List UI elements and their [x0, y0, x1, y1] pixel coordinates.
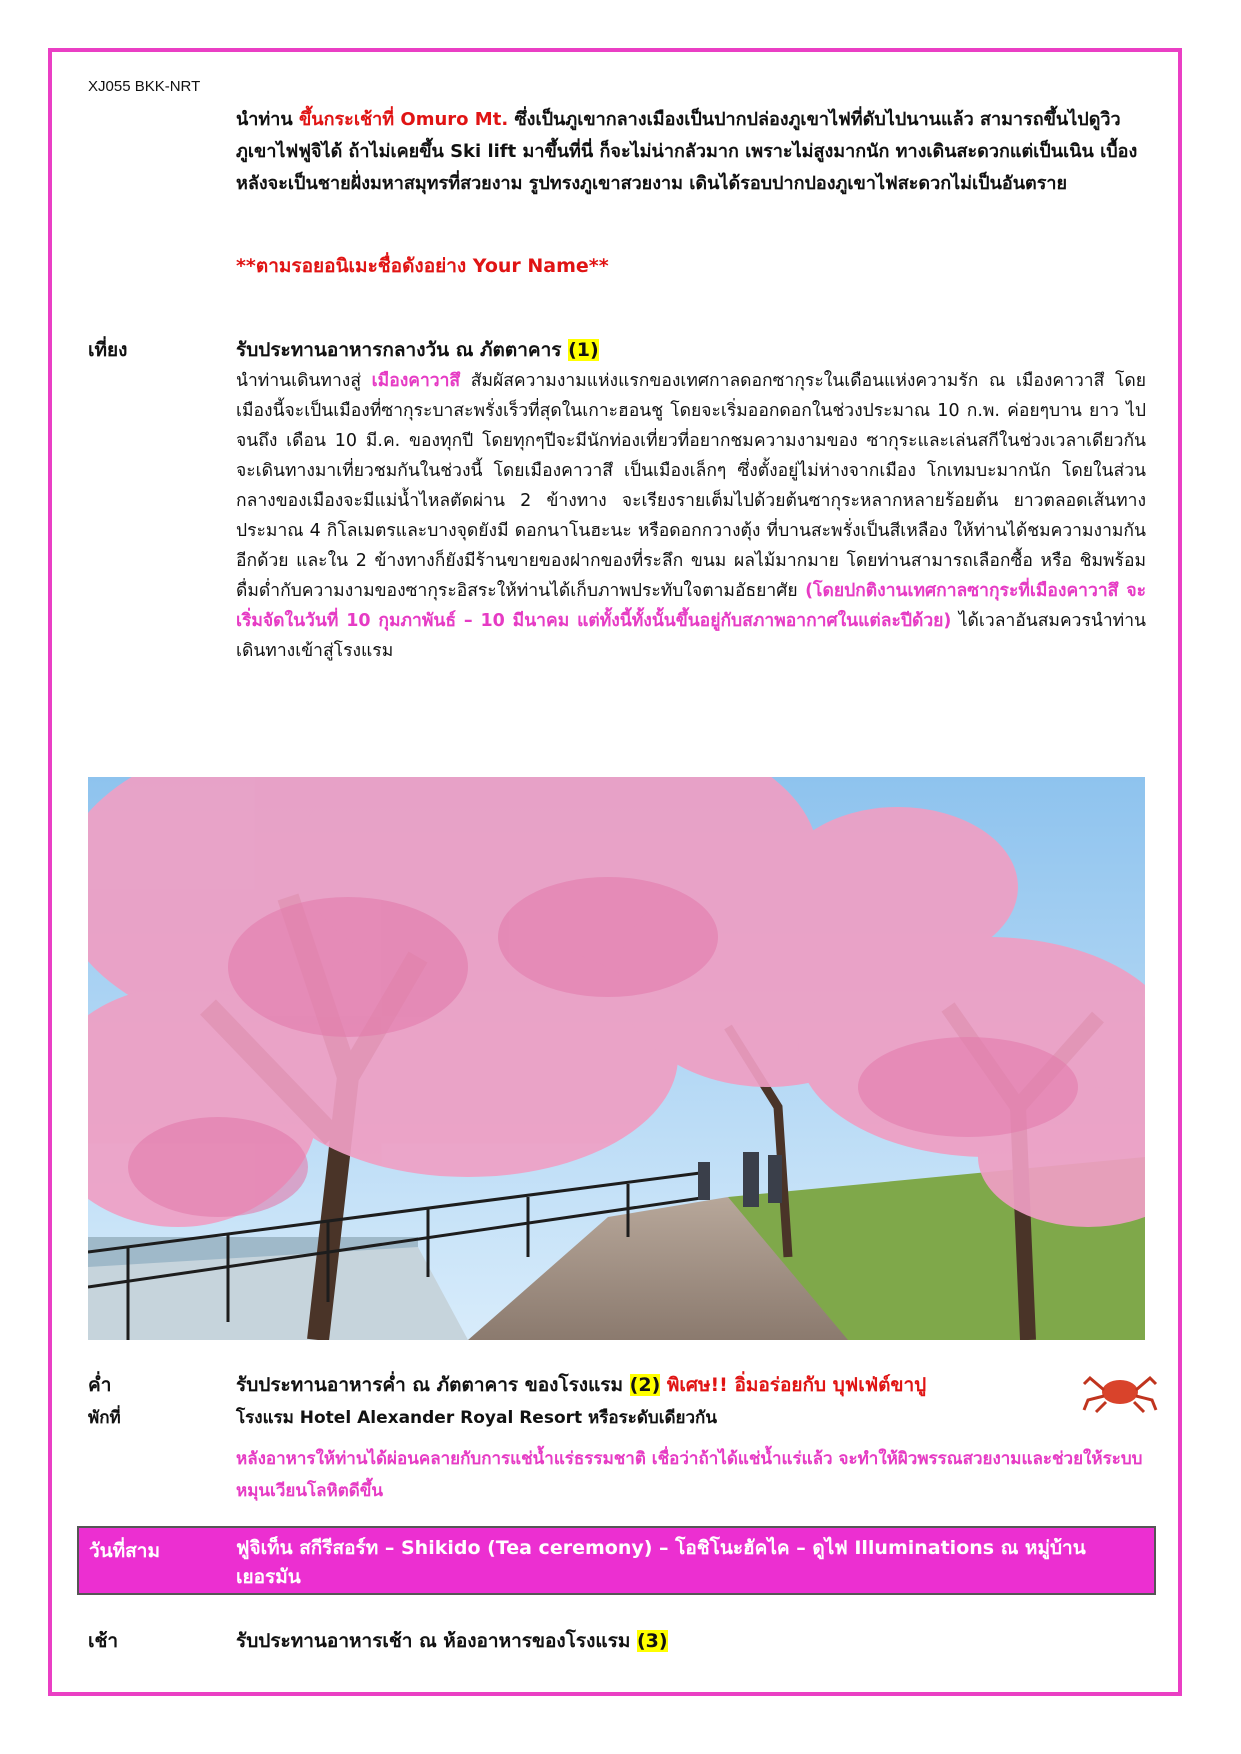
dinner-special: พิเศษ!! อิ่มอร่อยกับ บุฟเฟ่ต์ขาปู [666, 1374, 927, 1396]
lunch-meal-number: (1) [568, 339, 599, 361]
intro-text: ซึ่งเป็นภูเขากลางเมืองเป็นปากปล่องภูเขาไฟที่ดับไปนานแล้ว สามารถขึ้นไปดูวิวภูเขาไฟฟูจิได้ ถ้าไม่เคยขึ้น Ski lift มาขึ้นที่นี่ ก็จะไม่น่ากลัวมาก เพราะไม่สูงมากนัก ทางเดินสะดวกแต่เป็นเนิน เบื้องหลังจะเป็นชายฝั่งมหาสมุทรที่สวยงาม รูปทรงภูเขาสวยงาม เดินได้รอบปากปองภูเขาไฟสะดวกไม่เป็นอันตราย [236, 109, 1138, 194]
doc-code: XJ055 BKK-NRT [88, 78, 201, 95]
breakfast-heading [236, 1626, 1146, 1656]
day3-band [77, 1526, 1156, 1595]
dinner-meal-number: (2) [629, 1374, 661, 1396]
kawazu-place: เมืองคาวาสึ [371, 371, 461, 391]
intro-place: ขึ้นกระเช้าที่ Omuro Mt. [298, 109, 509, 130]
lunch-heading [236, 335, 1146, 365]
dinner-label: ค่ำ [88, 1374, 112, 1396]
intro-paragraph [236, 104, 1146, 200]
day3-title: ฟูจิเท็น สกีรีสอร์ท – Shikido (Tea ceremony) – โอชิโนะฮัคไค – ดูไฟ Illuminations ณ หมู่บ้านเยอรมัน [236, 1537, 1086, 1588]
anime-note: **ตามรอยอนิเมะชื่อดังอย่าง Your Name** [236, 255, 609, 277]
intro-lead: นำท่าน [236, 109, 299, 130]
hotel-name: โรงแรม Hotel Alexander Royal Resort หรือระดับเดียวกัน [236, 1408, 717, 1428]
kawazu-text: สัมผัสความงามแห่งแรกของเทศกาลดอกซากุระในเดือนแห่งความรัก ณ เมืองคาวาสึ โดยเมืองนี้จะเป็นเมืองที่ซากุระบาสะพรั่งเร็วที่สุดในเกาะฮอนชู โดยจะเริ่มออกดอกในช่วงประมาณ 10 ก.พ. ค่อยๆบาน ยาว ไปจนถึง เดือน 10 มี.ค. ของทุกปี โดยทุกๆปีจะมีนักท่องเที่ยวที่อยากชมความงามของ ซากุระและเล่นสกีในช่วงเวลาเดียวกัน จะเดินทางมาเที่ยวชมกันในช่วงนี้ โดยเมืองคาวาสึ เป็นเมืองเล็กๆ ซึ่งตั้งอยู่ไม่ห่างจากเมือง โกเทมบะมากนัก โดยในส่วนกลางของเมืองจะมีแม่น้ำไหลตัดผ่าน 2 ข้างทาง จะเรียงรายเต็มไปด้วยต้นซากุระหลากหลายร้อยต้น ยาวตลอดเส้นทางประมาณ 4 กิโลเมตรและบางจุดยังมี ดอกนาโนฮะนะ หรือดอกกวางตุ้ง ที่บานสะพรั่งเป็นสีเหลือง ให้ท่านได้ชมความงามกันอีกด้วย และใน 2 ข้างทางก็ยังมีร้านขายของฝากของที่ระลึก ขนม ผลไม้มากมาย โดยท่านสามารถเลือกซื้อ หรือ ชิมพร้อมดื่มด่ำกับความงามของซากุระอิสระให้ท่านได้เก็บภาพประทับใจตามอัธยาศัย [236, 371, 1146, 601]
sakura-photo [88, 777, 1145, 1340]
lunch-label: เที่ยง [88, 339, 128, 361]
day3-label: วันที่สาม [89, 1540, 160, 1562]
dinner-heading-text: รับประทานอาหารค่ำ ณ ภัตตาคาร ของโรงแรม [236, 1374, 624, 1396]
breakfast-heading-text: รับประทานอาหารเช้า ณ ห้องอาหารของโรงแรม [236, 1630, 631, 1652]
dinner-heading [236, 1370, 1146, 1400]
breakfast-label: เช้า [88, 1630, 119, 1652]
kawazu-ending: ได้เวลาอันสมควรนำท่านเดินทางเข้าสู่โรงแรม [236, 611, 1147, 661]
stay-label: พักที่ [88, 1408, 121, 1428]
onsen-note: หลังอาหารให้ท่านได้ผ่อนคลายกับการแช่น้ำแร่ธรรมชาติ เชื่อว่าถ้าได้แช่น้ำแร่แล้ว จะทำให้ผิวพรรณสวยงามและช่วยให้ระบบหมุนเวียนโลหิตดีขึ้น [236, 1449, 1143, 1501]
lunch-heading-text: รับประทานอาหารกลางวัน ณ ภัตตาคาร [236, 339, 562, 361]
kawazu-paragraph [236, 366, 1146, 666]
kawazu-lead: นำท่านเดินทางสู่ [236, 371, 372, 391]
breakfast-meal-number: (3) [636, 1630, 668, 1652]
sakura-photo-illustration [88, 777, 1145, 1340]
festival-note: (โดยปกติงานเทศกาลซากุระที่เมืองคาวาสึ จะเริ่มจัดในวันที่ 10 กุมภาพันธ์ – 10 มีนาคม แต่ทั้งนี้ทั้งนั้นขึ้นอยู่กับสภาพอากาศในแต่ละปีด้วย) [236, 581, 1146, 631]
